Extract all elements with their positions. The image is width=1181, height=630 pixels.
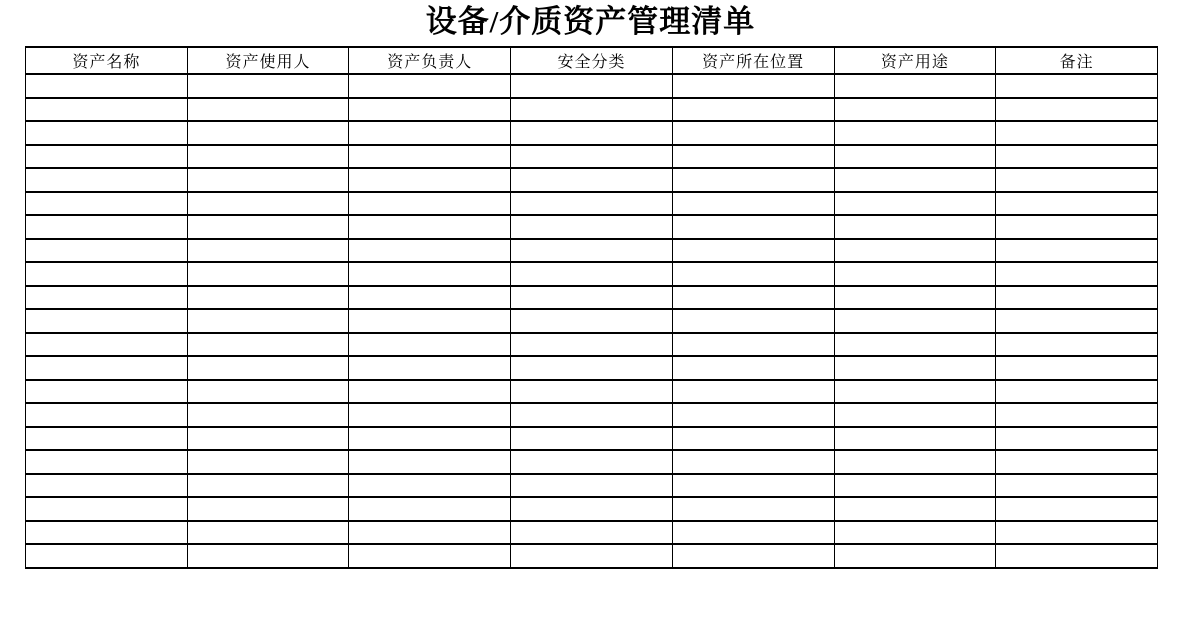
empty-cell[interactable] [349, 380, 511, 404]
empty-cell[interactable] [996, 333, 1158, 357]
table-row [26, 262, 1158, 286]
empty-cell[interactable] [672, 74, 834, 98]
empty-cell[interactable] [834, 239, 996, 263]
table-row [26, 121, 1158, 145]
empty-cell[interactable] [511, 286, 673, 310]
empty-cell[interactable] [672, 450, 834, 474]
empty-cell[interactable] [672, 192, 834, 216]
empty-cell[interactable] [834, 98, 996, 122]
empty-cell[interactable] [349, 427, 511, 451]
empty-cell[interactable] [996, 74, 1158, 98]
table-row [26, 239, 1158, 263]
empty-cell[interactable] [26, 145, 188, 169]
empty-cell[interactable] [187, 286, 349, 310]
empty-cell[interactable] [672, 427, 834, 451]
table-row [26, 474, 1158, 498]
table-row [26, 497, 1158, 521]
col-header-asset-location: 资产所在位置 [672, 47, 834, 74]
empty-cell[interactable] [187, 145, 349, 169]
empty-cell[interactable] [996, 98, 1158, 122]
empty-cell[interactable] [511, 403, 673, 427]
empty-cell[interactable] [26, 74, 188, 98]
empty-cell[interactable] [834, 121, 996, 145]
empty-cell[interactable] [672, 497, 834, 521]
table-row [26, 98, 1158, 122]
empty-cell[interactable] [672, 403, 834, 427]
empty-cell[interactable] [26, 474, 188, 498]
empty-cell[interactable] [996, 239, 1158, 263]
empty-cell[interactable] [834, 74, 996, 98]
empty-cell[interactable] [834, 403, 996, 427]
empty-cell[interactable] [996, 450, 1158, 474]
empty-cell[interactable] [996, 309, 1158, 333]
empty-cell[interactable] [26, 239, 188, 263]
empty-cell[interactable] [349, 497, 511, 521]
empty-cell[interactable] [26, 286, 188, 310]
empty-cell[interactable] [349, 474, 511, 498]
empty-cell[interactable] [26, 192, 188, 216]
col-header-remarks: 备注 [996, 47, 1158, 74]
empty-cell[interactable] [187, 544, 349, 568]
empty-cell[interactable] [996, 521, 1158, 545]
table-row [26, 309, 1158, 333]
empty-cell[interactable] [26, 427, 188, 451]
empty-cell[interactable] [349, 192, 511, 216]
empty-cell[interactable] [996, 356, 1158, 380]
empty-cell[interactable] [349, 239, 511, 263]
empty-cell[interactable] [349, 309, 511, 333]
empty-cell[interactable] [511, 168, 673, 192]
empty-cell[interactable] [834, 356, 996, 380]
col-header-asset-name: 资产名称 [26, 47, 188, 74]
empty-cell[interactable] [349, 74, 511, 98]
empty-cell[interactable] [187, 474, 349, 498]
empty-cell[interactable] [672, 215, 834, 239]
empty-cell[interactable] [511, 98, 673, 122]
empty-cell[interactable] [511, 521, 673, 545]
empty-cell[interactable] [349, 168, 511, 192]
empty-cell[interactable] [996, 145, 1158, 169]
table-row [26, 380, 1158, 404]
empty-cell[interactable] [349, 521, 511, 545]
empty-cell[interactable] [996, 168, 1158, 192]
empty-cell[interactable] [187, 356, 349, 380]
empty-cell[interactable] [187, 380, 349, 404]
empty-cell[interactable] [834, 450, 996, 474]
empty-cell[interactable] [672, 309, 834, 333]
empty-cell[interactable] [349, 544, 511, 568]
table-row [26, 333, 1158, 357]
empty-cell[interactable] [187, 168, 349, 192]
empty-cell[interactable] [511, 450, 673, 474]
empty-cell[interactable] [187, 497, 349, 521]
col-header-security-class: 安全分类 [511, 47, 673, 74]
col-header-asset-owner: 资产负责人 [349, 47, 511, 74]
empty-cell[interactable] [349, 286, 511, 310]
empty-cell[interactable] [996, 497, 1158, 521]
empty-cell[interactable] [26, 168, 188, 192]
empty-cell[interactable] [187, 262, 349, 286]
empty-cell[interactable] [26, 521, 188, 545]
table-row [26, 521, 1158, 545]
empty-cell[interactable] [26, 262, 188, 286]
empty-cell[interactable] [834, 168, 996, 192]
table-row [26, 168, 1158, 192]
header-row [26, 47, 1158, 74]
empty-cell[interactable] [26, 380, 188, 404]
empty-cell[interactable] [672, 168, 834, 192]
table-row [26, 403, 1158, 427]
empty-cell[interactable] [996, 544, 1158, 568]
empty-cell[interactable] [511, 544, 673, 568]
empty-cell[interactable] [26, 356, 188, 380]
table-row [26, 215, 1158, 239]
empty-cell[interactable] [511, 192, 673, 216]
empty-cell[interactable] [511, 74, 673, 98]
empty-cell[interactable] [26, 450, 188, 474]
empty-cell[interactable] [996, 121, 1158, 145]
empty-cell[interactable] [349, 262, 511, 286]
empty-cell[interactable] [187, 309, 349, 333]
table-row [26, 427, 1158, 451]
empty-cell[interactable] [349, 333, 511, 357]
empty-cell[interactable] [349, 145, 511, 169]
table-row [26, 145, 1158, 169]
table-row [26, 74, 1158, 98]
empty-cell[interactable] [672, 262, 834, 286]
empty-cell[interactable] [511, 239, 673, 263]
empty-cell[interactable] [834, 309, 996, 333]
empty-cell[interactable] [996, 262, 1158, 286]
empty-cell[interactable] [834, 427, 996, 451]
empty-cell[interactable] [26, 403, 188, 427]
empty-cell[interactable] [349, 450, 511, 474]
empty-cell[interactable] [511, 497, 673, 521]
empty-cell[interactable] [26, 98, 188, 122]
empty-cell[interactable] [511, 427, 673, 451]
empty-cell[interactable] [672, 356, 834, 380]
empty-cell[interactable] [834, 544, 996, 568]
empty-cell[interactable] [834, 474, 996, 498]
empty-cell[interactable] [511, 262, 673, 286]
table-row [26, 286, 1158, 310]
page-title: 设备/介质资产管理清单 [425, 4, 756, 39]
empty-cell[interactable] [672, 145, 834, 169]
table-row [26, 356, 1158, 380]
empty-cell[interactable] [672, 521, 834, 545]
empty-cell[interactable] [996, 427, 1158, 451]
empty-cell[interactable] [511, 356, 673, 380]
empty-cell[interactable] [672, 544, 834, 568]
table-body [26, 74, 1158, 568]
empty-cell[interactable] [349, 215, 511, 239]
empty-cell[interactable] [834, 497, 996, 521]
table-row [26, 450, 1158, 474]
empty-cell[interactable] [26, 215, 188, 239]
empty-cell[interactable] [511, 309, 673, 333]
empty-cell[interactable] [26, 544, 188, 568]
empty-cell[interactable] [349, 98, 511, 122]
empty-cell[interactable] [511, 380, 673, 404]
empty-cell[interactable] [672, 239, 834, 263]
empty-cell[interactable] [187, 521, 349, 545]
empty-cell[interactable] [26, 333, 188, 357]
empty-cell[interactable] [511, 215, 673, 239]
empty-cell[interactable] [834, 521, 996, 545]
empty-cell[interactable] [187, 403, 349, 427]
empty-cell[interactable] [672, 98, 834, 122]
empty-cell[interactable] [187, 74, 349, 98]
table-header [26, 47, 1158, 74]
empty-cell[interactable] [996, 474, 1158, 498]
empty-cell[interactable] [996, 286, 1158, 310]
empty-cell[interactable] [349, 356, 511, 380]
empty-cell[interactable] [672, 121, 834, 145]
empty-cell[interactable] [834, 286, 996, 310]
empty-cell[interactable] [187, 450, 349, 474]
empty-cell[interactable] [834, 333, 996, 357]
empty-cell[interactable] [187, 98, 349, 122]
empty-cell[interactable] [996, 403, 1158, 427]
table-row [26, 544, 1158, 568]
table-row [26, 192, 1158, 216]
empty-cell[interactable] [834, 145, 996, 169]
empty-cell[interactable] [187, 121, 349, 145]
empty-cell[interactable] [834, 380, 996, 404]
empty-cell[interactable] [672, 474, 834, 498]
empty-cell[interactable] [187, 192, 349, 216]
empty-cell[interactable] [672, 333, 834, 357]
empty-cell[interactable] [26, 121, 188, 145]
empty-cell[interactable] [672, 286, 834, 310]
empty-cell[interactable] [349, 121, 511, 145]
empty-cell[interactable] [996, 192, 1158, 216]
empty-cell[interactable] [187, 427, 349, 451]
empty-cell[interactable] [511, 474, 673, 498]
empty-cell[interactable] [834, 192, 996, 216]
col-header-asset-purpose: 资产用途 [834, 47, 996, 74]
empty-cell[interactable] [26, 309, 188, 333]
empty-cell[interactable] [511, 121, 673, 145]
empty-cell[interactable] [349, 403, 511, 427]
empty-cell[interactable] [511, 145, 673, 169]
empty-cell[interactable] [996, 380, 1158, 404]
empty-cell[interactable] [834, 262, 996, 286]
empty-cell[interactable] [834, 215, 996, 239]
asset-management-table [25, 46, 1158, 569]
empty-cell[interactable] [672, 380, 834, 404]
empty-cell[interactable] [996, 215, 1158, 239]
empty-cell[interactable] [187, 239, 349, 263]
empty-cell[interactable] [511, 333, 673, 357]
col-header-asset-user: 资产使用人 [187, 47, 349, 74]
empty-cell[interactable] [187, 215, 349, 239]
empty-cell[interactable] [26, 497, 188, 521]
empty-cell[interactable] [187, 333, 349, 357]
